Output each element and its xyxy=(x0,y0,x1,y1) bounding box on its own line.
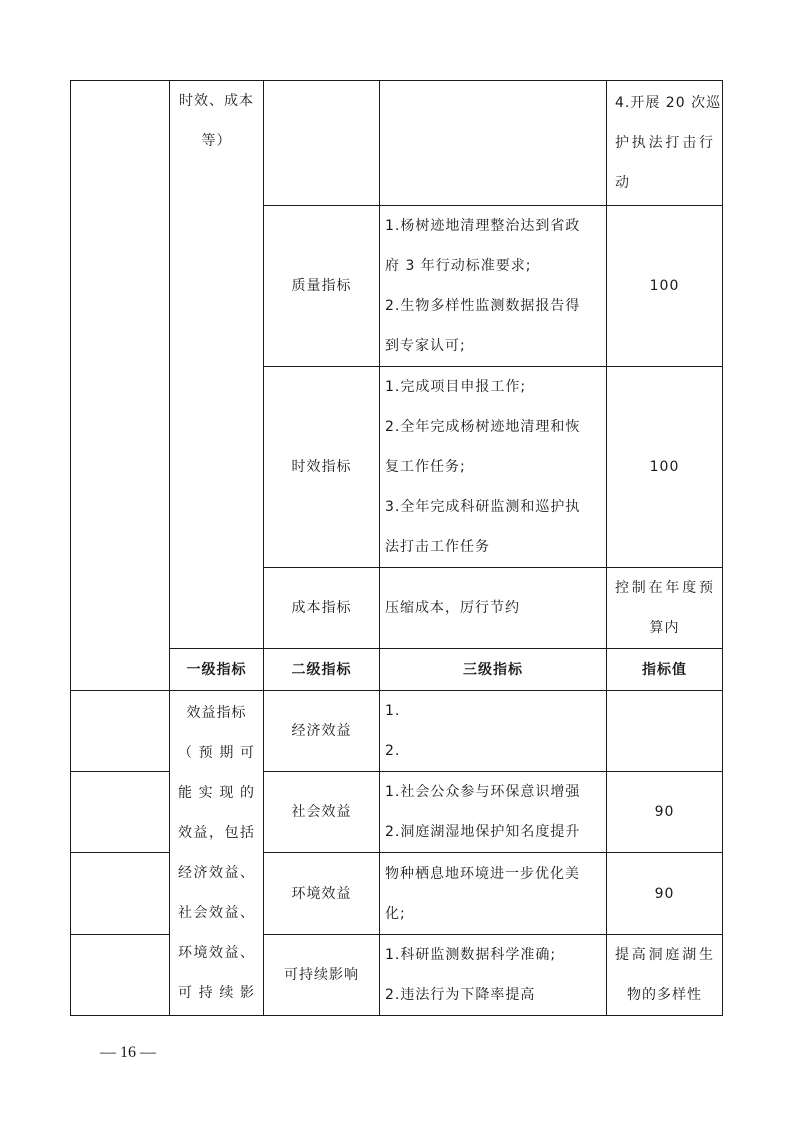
cell-line: 物的多样性 xyxy=(627,987,702,1003)
table-row xyxy=(71,772,723,853)
cell-line: 1.科研监测数据科学准确; xyxy=(385,947,557,963)
cell-line: 时效、成本 xyxy=(179,93,254,109)
level3-sustainable xyxy=(380,935,607,1016)
value-timeliness: 100 xyxy=(607,367,723,568)
cell-line: 复工作任务; xyxy=(385,459,466,475)
value-sustainable xyxy=(607,935,723,1016)
cell-line: 效益，包括 xyxy=(178,825,255,841)
level2-social: 社会效益 xyxy=(264,772,380,853)
cell-line: 2.洞庭湖湿地保护知名度提升 xyxy=(385,824,581,840)
cell-line: 2.全年完成杨树迹地清理和恢 xyxy=(385,419,581,435)
header-level2: 二级指标 xyxy=(264,649,380,691)
cell-line: 4.开展 20 次巡 xyxy=(615,95,722,111)
level3-environment xyxy=(380,853,607,935)
cell-line: 2.违法行为下降率提高 xyxy=(385,987,536,1003)
cell-line: 算内 xyxy=(649,620,680,636)
table-row xyxy=(71,935,723,1016)
cell-line: 1. xyxy=(385,703,401,719)
cell-line: 化; xyxy=(385,905,406,922)
cell-line: 控制在年度预 xyxy=(615,580,714,596)
cell-line: 经济效益、 xyxy=(178,865,255,881)
cell-line: 1.杨树迹地清理整治达到省政 xyxy=(385,218,581,234)
cell-line: 1.完成项目申报工作; xyxy=(385,379,527,395)
header-value: 指标值 xyxy=(607,649,723,691)
level1-benefit xyxy=(170,691,264,1016)
level2-timeliness: 时效指标 xyxy=(264,367,380,568)
cell-line: 提高洞庭湖生 xyxy=(615,947,714,963)
level1-output-continued xyxy=(170,81,264,649)
level1-cell-empty xyxy=(71,691,170,772)
level2-sustainable: 可持续影响 xyxy=(264,935,380,1016)
cell-line: 可持续影 xyxy=(178,985,255,1001)
cell-line: 1.社会公众参与环保意识增强 xyxy=(385,784,581,800)
header-level3: 三级指标 xyxy=(380,649,607,691)
value-quality: 100 xyxy=(607,206,723,367)
cell-line: （预期可 xyxy=(178,745,255,761)
level3-timeliness xyxy=(380,367,607,568)
value-cost xyxy=(607,568,723,649)
cell-line: 效益指标 xyxy=(186,705,247,721)
header-level1: 一级指标 xyxy=(170,649,264,691)
level3-cost: 压缩成本，厉行节约 xyxy=(380,568,607,649)
level1-cell-empty xyxy=(71,935,170,1016)
level3-quality xyxy=(380,206,607,367)
cell-line: 环境效益、 xyxy=(178,945,255,961)
value-cell xyxy=(607,81,723,206)
level1-cell-empty xyxy=(71,772,170,853)
page-number: — 16 — xyxy=(100,1044,156,1061)
level3-economic xyxy=(380,691,607,772)
level3-social xyxy=(380,772,607,853)
table-row xyxy=(71,853,723,935)
cell-line: 法打击工作任务 xyxy=(385,539,490,555)
cell-line: 到专家认可; xyxy=(385,338,466,354)
level2-environment: 环境效益 xyxy=(264,853,380,935)
cell-line: 能实现的 xyxy=(178,785,255,801)
performance-indicator-table xyxy=(70,80,723,1016)
cell-line: 府 3 年行动标准要求; xyxy=(385,258,532,274)
cell-line: 物种栖息地环境进一步优化美 xyxy=(385,865,580,882)
value-economic xyxy=(607,691,723,772)
level1-cell-empty xyxy=(71,853,170,935)
cell-line: 2. xyxy=(385,743,401,759)
level1-cell-empty xyxy=(71,81,170,691)
table-row xyxy=(71,81,723,206)
table-row xyxy=(71,691,723,772)
cell-line: 护执法打击行 xyxy=(615,135,714,151)
level2-quality: 质量指标 xyxy=(264,206,380,367)
level2-cell-empty xyxy=(264,81,380,206)
value-environment: 90 xyxy=(607,853,723,935)
cell-line: 3.全年完成科研监测和巡护执 xyxy=(385,499,581,515)
cell-line: 动 xyxy=(615,175,630,191)
level2-economic: 经济效益 xyxy=(264,691,380,772)
level3-cell-empty xyxy=(380,81,607,206)
cell-line: 2.生物多样性监测数据报告得 xyxy=(385,298,581,314)
level2-cost: 成本指标 xyxy=(264,568,380,649)
value-social: 90 xyxy=(607,772,723,853)
cell-line: 等） xyxy=(201,133,232,149)
cell-line: 社会效益、 xyxy=(178,905,255,921)
